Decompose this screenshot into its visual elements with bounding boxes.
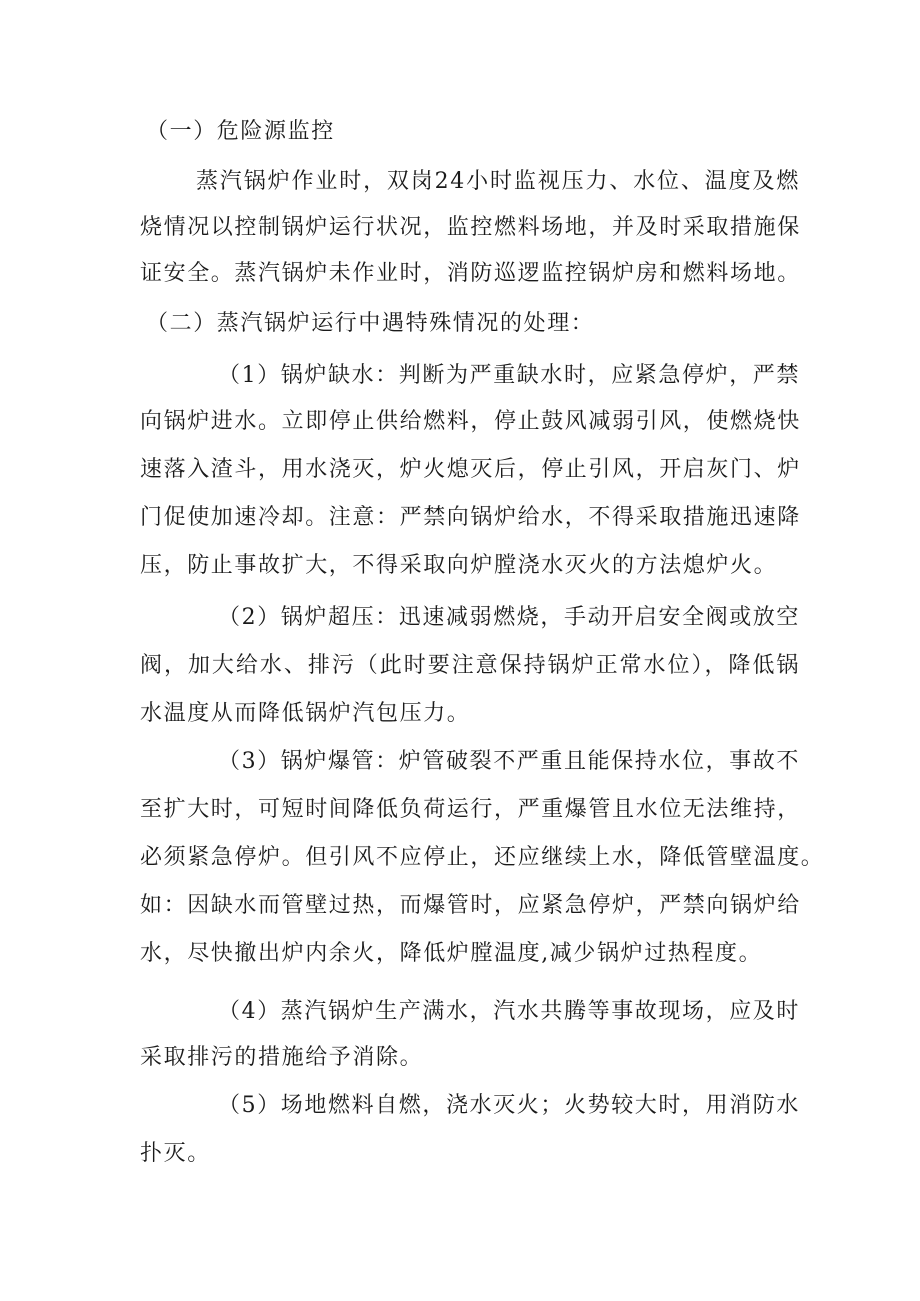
paragraph-line: 门促使加速冷却。注意：严禁向锅炉给水，不得采取措施迅速降 [140,505,801,530]
paragraph-line: 如：因缺水而管壁过热，而爆管时，应紧急停炉，严禁向锅炉给 [140,893,801,918]
paragraph-line: 烧情况以控制锅炉运行状况，监控燃料场地，并及时采取措施保 [140,215,801,240]
paragraph-line: 速落入渣斗，用水浇灭，炉火熄灭后，停止引风，开启灰门、炉 [140,457,801,482]
section-heading-special-situations: （二）蒸汽锅炉运行中遇特殊情况的处理： [146,311,595,336]
paragraph-line: 扑灭。 [140,1141,211,1166]
paragraph-line: 必须紧急停炉。但引风不应停止，还应继续上水，降低管壁温度。 [140,845,825,870]
paragraph-line: 水，尽快撤出炉内余火，降低炉膛温度,减少锅炉过热程度。 [140,941,763,966]
paragraph-line: 水温度从而降低锅炉汽包压力。 [140,701,471,726]
section-heading-hazard-monitoring: （一）危险源监控 [146,119,335,144]
paragraph-line: 压，防止事故扩大，不得采取向炉膛浇水灭火的方法熄炉火。 [140,553,778,578]
paragraph-line: 采取排污的措施给予消除。 [140,1045,424,1070]
paragraph-line: （1）锅炉缺水：判断为严重缺水时，应紧急停炉，严禁 [218,363,800,388]
paragraph-line: 阀，加大给水、排污（此时要注意保持锅炉正常水位），降低锅 [140,653,800,678]
paragraph-line: 蒸汽锅炉作业时，双岗24小时监视压力、水位、温度及燃 [196,169,800,194]
paragraph-line: 至扩大时，可短时间降低负荷运行，严重爆管且水位无法维持， [140,797,801,822]
paragraph-line: （4）蒸汽锅炉生产满水，汽水共腾等事故现场，应及时 [218,999,800,1024]
paragraph-line: 向锅炉进水。立即停止供给燃料，停止鼓风减弱引风，使燃烧快 [140,409,801,434]
paragraph-line: （3）锅炉爆管：炉管破裂不严重且能保持水位，事故不 [218,749,800,774]
paragraph-line: 证安全。蒸汽锅炉未作业时，消防巡逻监控锅炉房和燃料场地。 [140,261,801,286]
paragraph-line: （2）锅炉超压：迅速减弱燃烧，手动开启安全阀或放空 [218,605,800,630]
paragraph-line: （5）场地燃料自燃，浇水灭火；火势较大时，用消防水 [218,1093,800,1118]
